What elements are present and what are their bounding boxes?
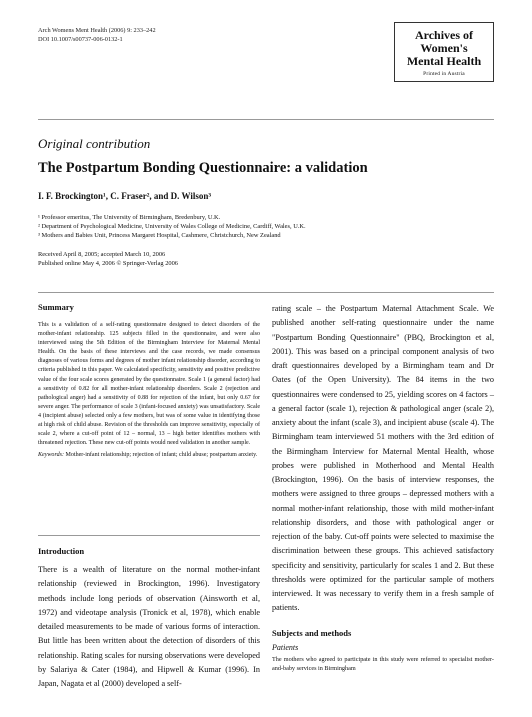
doi-line: DOI 10.1007/s00737-006-0132-1 <box>38 36 123 43</box>
printed-in: Printed in Austria <box>423 71 465 77</box>
summary-text: This is a validation of a self-rating questionnaire designed to detect disorders of the mother-infant relationship. 125 subjects filled in the questionnaire, and were also interviewed using the 5th Edition of the Birmingham Interview for Maternal Mental Health. On the basis of these interviews and the case records, we made consensus diagnoses of various forms and degrees of mother infant relationship disorder, according to criteria published in this paper. We calculated specificity, sensitivity and positive predictive value of the four scale scores generated by the questionnaire. Scale 1 (a general factor) had a sensitivity of 0.82 for all mother-infant relationship disorders. Scale 2 (rejection and pathological anger) had a sensitivity of 0.88 for rejection of the infant, but only 0.67 for severe anger. The performance of scale 3 (infant-focused anxiety) was unsatisfactory. Scale 4 (incipient abuse) selected only a few mothers, but was of some value in identifying those at high risk of child abuse. Revision of the thresholds can improve sensitivity, especially of scale 2, where a cut-off point of 12 – normal, 13 – high better identifies mothers with threatened rejection. These new cut-off points would need validation in another sample. <box>38 322 260 447</box>
keywords-text: Mother-infant relationship; rejection of infant; child abuse; postpartum anxiety. <box>65 452 258 459</box>
introduction-heading: Introduction <box>38 546 85 556</box>
introduction-text: There is a wealth of literature on the normal mother-infant relationship (reviewed in Brockington, 1996). Investigatory methods include long periods of observation (Ainsworth et al, 1972) and videotape analysis (Tronick et al, 1978), which enable detailed measurements to be made of various forms of interaction. But little has been written about the detection of disorders of this relationship. Rating scales for nursing observations were developed by Salariya & Cater (1984), and Hipwell & Kumar (1996). In Japan, Nagata et al (2000) developed a self- <box>38 565 260 688</box>
header-citation <box>38 26 156 44</box>
article-kicker: Original contribution <box>38 136 151 151</box>
right-column-text: rating scale – the Postpartum Maternal Attachment Scale. We published another self-rating questionnaire under the name "Postpartum Bonding Questionnaire" (PBQ, Brockington et al, 2001). This was based on a principal component analysis of two draft questionnaires developed by a Birmingham team and Dr Oates (of the Open University). The 84 items in the two questionnaires were condensed to 25, yielding scores on 4 factors – a general factor (scale 1), rejection & pathological anger (scale 2), anxiety about the infant (scale 3), and incipient abuse (scale 4). The Birmingham team interviewed 51 mothers with the 3rd edition of the Birmingham Interview for Maternal Mental Health, whose probes were published in Motherhood and Mental Health (Brockington, 1996). On the basis of interview responses, the mothers were assigned to three groups – depressed mothers with a normal mother-infant relationship, those with mild mother-infant relationship disorders, and those with pathological anger or rejection of the baby. Cut-off points were selected to maximise the discrimination between these groups. This achieved satisfactory specificity and sensitivity, particularly for scales 1 and 2. But these thresholds were optimized for the particular sample of mothers interviewed. It was necessary to verify them in a fresh sample of patients. <box>272 304 494 613</box>
journal-title-line: Women's <box>420 41 468 55</box>
methods-heading: Subjects and methods <box>272 627 352 638</box>
affiliation: ³ Mothers and Babies Unit, Princess Margaret Hospital, Cashmere, Christchurch, New Zealand <box>38 232 281 239</box>
summary-rule <box>38 535 260 536</box>
journal-title-line: Archives of <box>414 28 474 42</box>
journal-title-line: Mental Health <box>406 54 482 68</box>
summary-heading: Summary <box>38 302 74 312</box>
affiliations <box>38 213 306 240</box>
article-dates <box>38 250 178 268</box>
left-column <box>38 302 260 460</box>
affiliation: ² Department of Psychological Medicine, University of Wales College of Medicine, Cardiff, Wales, U.K. <box>38 223 306 230</box>
article-title: The Postpartum Bonding Questionnaire: a validation <box>38 160 368 176</box>
right-column <box>272 302 494 674</box>
affiliation: ¹ Professor emeritus, The University of Birmingham, Bredenbury, U.K. <box>38 214 221 221</box>
citation-line: Arch Womens Ment Health (2006) 9: 233–242 <box>38 27 156 34</box>
journal-logo-box <box>394 22 494 82</box>
section-rule <box>38 292 494 293</box>
received-date: Received April 8, 2005; accepted March 10, 2006 <box>38 251 166 258</box>
keywords-label: Keywords: <box>38 452 64 459</box>
patients-text: The mothers who agreed to participate in this study were referred to specialist mother-and-baby services in Birmingham <box>272 655 494 673</box>
published-date: Published online May 4, 2006 © Springer-Verlag 2006 <box>38 260 178 267</box>
article-authors: I. F. Brockington¹, C. Fraser², and D. Wilson³ <box>38 191 212 201</box>
keywords <box>38 451 260 460</box>
header-rule <box>38 119 494 120</box>
patients-heading: Patients <box>272 642 299 652</box>
introduction-section <box>38 546 260 691</box>
journal-title <box>395 29 493 68</box>
